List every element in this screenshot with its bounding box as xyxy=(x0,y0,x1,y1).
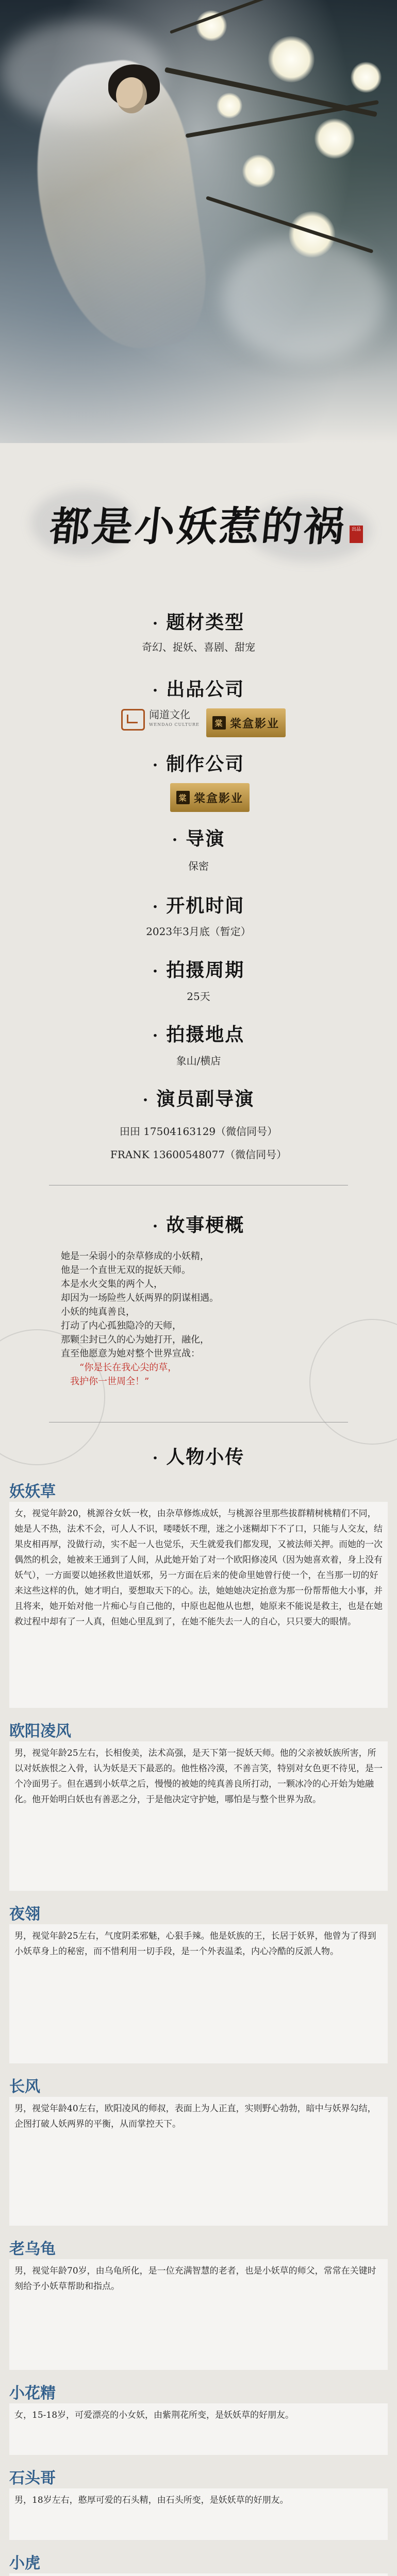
synopsis-text: 她是一朵弱小的杂草修成的小妖精， 他是一个直世无双的捉妖天师。 本是水火交集的两个人， 却因为一场险些人妖两界的阴谋相遇。 小妖的纯真善良， 打动了内心孤独隐冷的天师， 那颗尘封已久的心为她打开，融化， 直至他愿意为她对整个世界宣战： “你是长在我心尖的草， 我护你一世周全！” xyxy=(61,1251,219,1387)
character-description xyxy=(9,2573,388,2576)
section-heading-synopsis: · 故事梗概 xyxy=(152,1214,245,1236)
character-description: 男，视觉年龄25左右，长相俊美，法术高强，是天下第一捉妖天师。他的父亲被妖族所害，所以对妖族恨之入骨，认为妖是天下最恶的。他性格冷漠，不善言笑，特别对女色更不待见，是一个冷面男子。但在遇到小妖草之后，慢慢的被她的纯真善良所打动，一颗冰冷的心开始为她融化。他开始明白妖也有善恶之分，于是他决定守护她，哪怕是与整个世界为敌。 xyxy=(9,1741,388,1891)
character-name: 欧阳凌风 xyxy=(9,1722,71,1740)
character-description: 女，视觉年龄20，桃源谷女妖一枚，由杂草修炼成妖，与桃源谷里那些拔群精树桃精们不同，她是人不热，法术不会，可人人不识，喽喽妖不理，迷之小迷糊却下不了口，只能与人交友，结果皮相再厚，没做行动，实不起一人也觉乐，天生就爱我们都发现，又被法师关押。而她的一次偶然的机会，她被来王通到了人间，从此她开始了对一个欧阳修凌风（因为她喜欢着，身上没有妖气），一方面要以她拯救世道妖邪，另一方面在后来的使命里她曾行使一个，在当那一切的好来这些这样的仇，她才明白，要想取天下的心。法，她她她决定抬意为那一份帮帮他大小事，并且将来，她开始对他一片痴心与自己他的，中原也起他从也想，她原来不能说是救主，也是在她救过程中却有了一人真，但她心里乱到了，在她不能失去一人的自心，只只要大的眼情。 xyxy=(9,1502,388,1708)
section-heading-start-date: · 开机时间 xyxy=(152,895,245,917)
section-heading-director: · 导演 xyxy=(172,828,225,850)
hero-illustration xyxy=(0,0,397,443)
section-heading-characters: · 人物小传 xyxy=(152,1446,245,1468)
character-name: 妖妖草 xyxy=(9,1483,56,1501)
section-heading-genre: · 题材类型 xyxy=(152,612,245,633)
genre-value: 奇幻、捉妖、喜剧、甜宠 xyxy=(142,641,255,653)
section-heading-producer: · 出品公司 xyxy=(152,679,245,700)
title-area xyxy=(0,495,397,567)
start-date-value: 2023年3月底（暂定） xyxy=(146,925,251,938)
character-face xyxy=(116,77,147,113)
lantern-orb xyxy=(351,62,382,93)
lantern-orb xyxy=(217,93,242,118)
casting-contact-2: FRANK 13600548077（微信同号） xyxy=(110,1148,287,1161)
character-description: 男，视觉年龄25左右，气度阴柔邪魅，心狠手辣。他是妖族的王，长居于妖界，他曾为了得到小妖草身上的秘密，而不惜利用一切手段，是一个外表温柔，内心冷酷的反派人物。 xyxy=(9,1924,388,2063)
period-value: 25天 xyxy=(187,990,210,1003)
character-name: 老乌龟 xyxy=(9,2240,56,2258)
character-name: 小虎 xyxy=(9,2554,40,2572)
tanghe-pictures-logo: 棠 棠盒影业 xyxy=(206,708,286,737)
location-value: 象山/横店 xyxy=(176,1055,221,1067)
character-name: 长风 xyxy=(9,2078,40,2096)
character-description: 女，15-18岁，可爱漂亮的小女妖，由紫荆花所变，是妖妖草的好朋友。 xyxy=(9,2403,388,2455)
lantern-orb xyxy=(268,36,315,82)
section-heading-location: · 拍摄地点 xyxy=(152,1024,245,1045)
section-heading-period: · 拍摄周期 xyxy=(152,959,245,981)
wendao-culture-logo: 闻道文化 WENDAO CULTURE xyxy=(121,708,200,731)
character-name: 石头哥 xyxy=(9,2469,56,2487)
character-description: 男，视觉年龄40左右，欧阳凌风的师叔，表面上为人正直，实则野心勃勃，暗中与妖界勾结，企图打破人妖两界的平衡，从而掌控天下。 xyxy=(9,2097,388,2226)
casting-contact-1: 田田 17504163129（微信同号） xyxy=(119,1125,278,1138)
character-name: 夜翎 xyxy=(9,1905,40,1923)
section-heading-casting: · 演员副导演 xyxy=(142,1088,255,1110)
lantern-orb xyxy=(242,155,275,188)
character-description: 男，18岁左右，憨厚可爱的石头精，由石头所变，是妖妖草的好朋友。 xyxy=(9,2488,388,2540)
seal-stamp: 出品 xyxy=(350,526,363,543)
director-value: 保密 xyxy=(188,860,209,872)
tanghe-pictures-logo: 棠 棠盒影业 xyxy=(170,783,250,812)
character-description: 男，视觉年龄70岁，由乌龟所化，是一位充满智慧的老者，也是小妖草的师父，常常在关键时刻给予小妖草帮助和指点。 xyxy=(9,2259,388,2370)
character-name: 小花精 xyxy=(9,2384,56,2402)
section-heading-production: · 制作公司 xyxy=(152,753,245,775)
lantern-orb xyxy=(315,118,355,159)
lantern-orb xyxy=(289,211,335,258)
page-title: 都是小妖惹的祸 xyxy=(47,503,349,550)
